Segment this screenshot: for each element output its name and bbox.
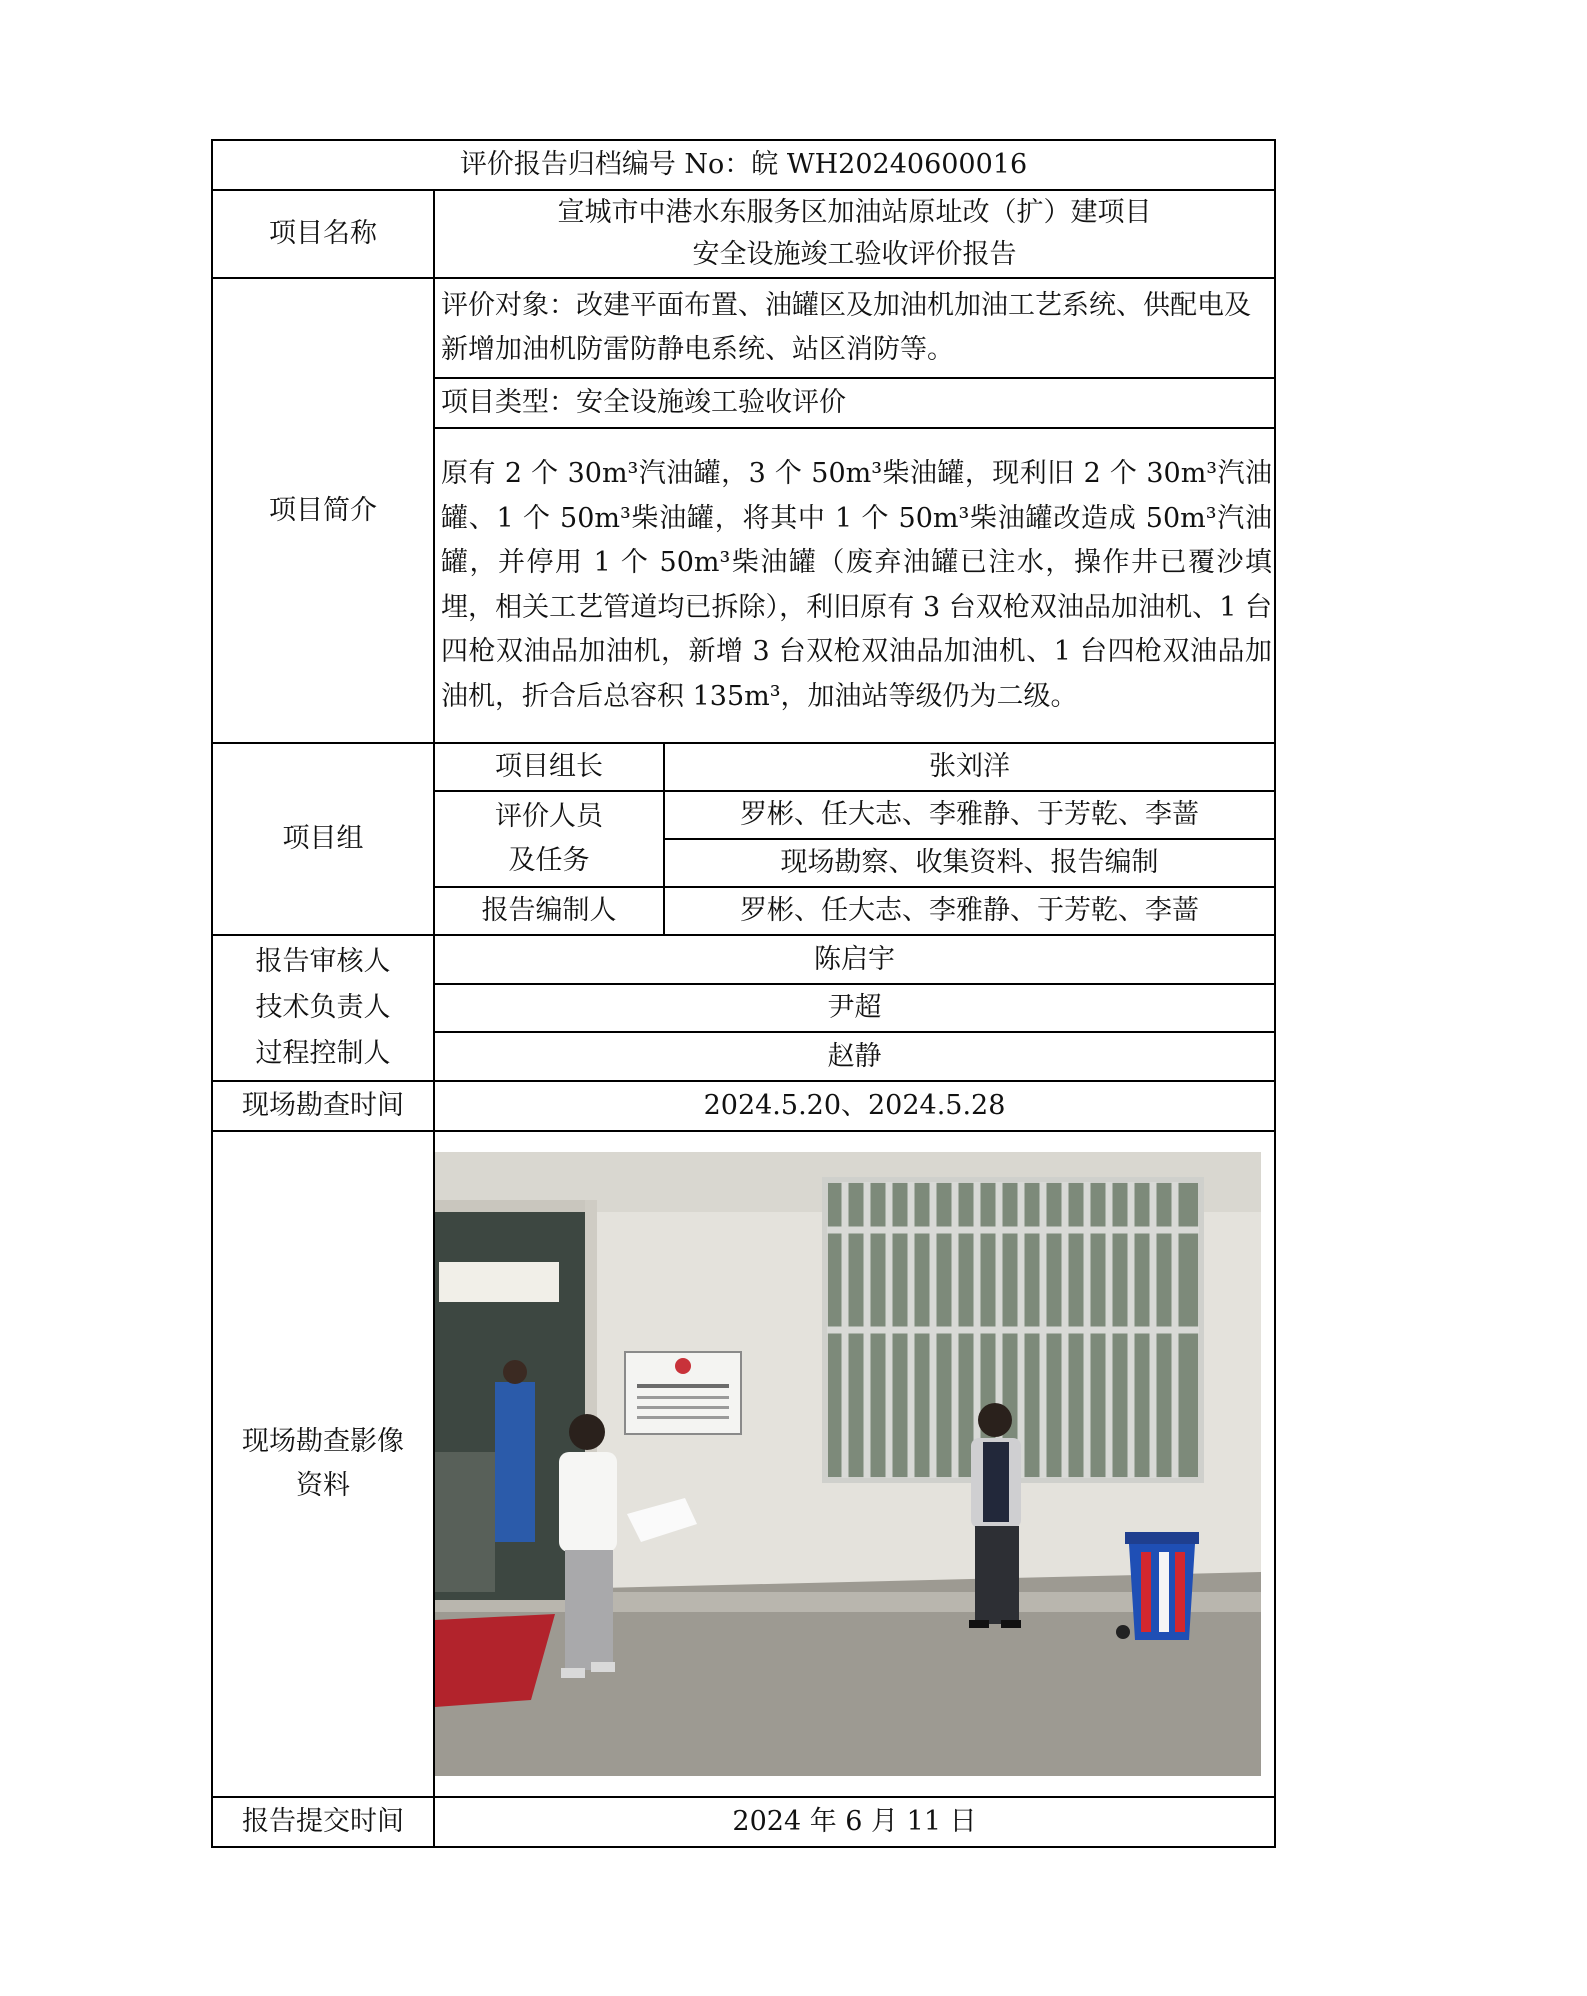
team-label: 项目组 xyxy=(212,743,434,935)
archive-number: 评价报告归档编号 No：皖 WH20240600016 xyxy=(212,140,1275,190)
submit-time-label: 报告提交时间 xyxy=(212,1797,434,1847)
tech-lead-label: 技术负责人 xyxy=(255,992,391,1023)
reviewer-label: 报告审核人 xyxy=(255,946,391,977)
project-type: 项目类型：安全设施竣工验收评价 xyxy=(434,378,1275,428)
compilers: 罗彬、任大志、李雅静、于芳乾、李蔷 xyxy=(664,887,1275,935)
compilers-label: 报告编制人 xyxy=(434,887,664,935)
project-name-label: 项目名称 xyxy=(212,190,434,278)
survey-time-value: 2024.5.20、2024.5.28 xyxy=(434,1081,1275,1131)
report-document xyxy=(211,139,1274,1848)
reviewer-values xyxy=(434,935,1275,1081)
submit-time-value: 2024 年 6 月 11 日 xyxy=(434,1797,1275,1847)
evaluators: 罗彬、任大志、李雅静、于芳乾、李蔷 xyxy=(664,791,1275,839)
evaluators-label-line-1: 评价人员 xyxy=(495,801,603,832)
reviewer-labels xyxy=(212,935,434,1081)
project-name-value xyxy=(434,190,1275,278)
project-name-line-1: 宣城市中港水东服务区加油站原址改（扩）建项目 xyxy=(557,197,1152,228)
team-leader: 张刘洋 xyxy=(664,743,1275,791)
survey-photo-label-line-1: 现场勘查影像 xyxy=(242,1426,404,1457)
project-description: 原有 2 个 30m³汽油罐，3 个 50m³柴油罐，现利旧 2 个 30m³汽油罐、1 个 50m³柴油罐，将其中 1 个 50m³柴油罐改造成 50m³汽油罐，并停用 1 个 50m³柴油罐（废弃油罐已注水，操作井已覆沙填埋，相关工艺管道均已拆除），利旧原有 3 台双枪双油品加油机、1 台四枪双油品加油机，新增 3 台双枪双油品加油机、1 台四枪双油品加油机，折合后总容积 135m³，加油站等级仍为二级。 xyxy=(434,428,1275,743)
survey-photo-label xyxy=(212,1131,434,1797)
survey-photo-label-line-2: 资料 xyxy=(296,1470,350,1501)
evaluator-tasks: 现场勘察、收集资料、报告编制 xyxy=(664,839,1275,887)
team-leader-label: 项目组长 xyxy=(434,743,664,791)
tech-lead: 尹超 xyxy=(435,984,1274,1032)
process-control: 赵静 xyxy=(435,1032,1274,1080)
project-name-line-2: 安全设施竣工验收评价报告 xyxy=(692,239,1017,270)
evaluation-object: 评价对象：改建平面布置、油罐区及加油机加油工艺系统、供配电及新增加油机防雷防静电系统、站区消防等。 xyxy=(434,278,1275,378)
report-table xyxy=(211,139,1276,1848)
intro-label: 项目简介 xyxy=(212,278,434,743)
site-survey-photo xyxy=(435,1152,1261,1776)
reviewer: 陈启宇 xyxy=(435,936,1274,984)
evaluators-label-line-2: 及任务 xyxy=(508,845,590,876)
evaluators-label xyxy=(434,791,664,887)
process-control-label: 过程控制人 xyxy=(255,1038,391,1069)
survey-photo-cell xyxy=(434,1131,1275,1797)
reviewer-values-table xyxy=(435,936,1274,1080)
survey-time-label: 现场勘查时间 xyxy=(212,1081,434,1131)
